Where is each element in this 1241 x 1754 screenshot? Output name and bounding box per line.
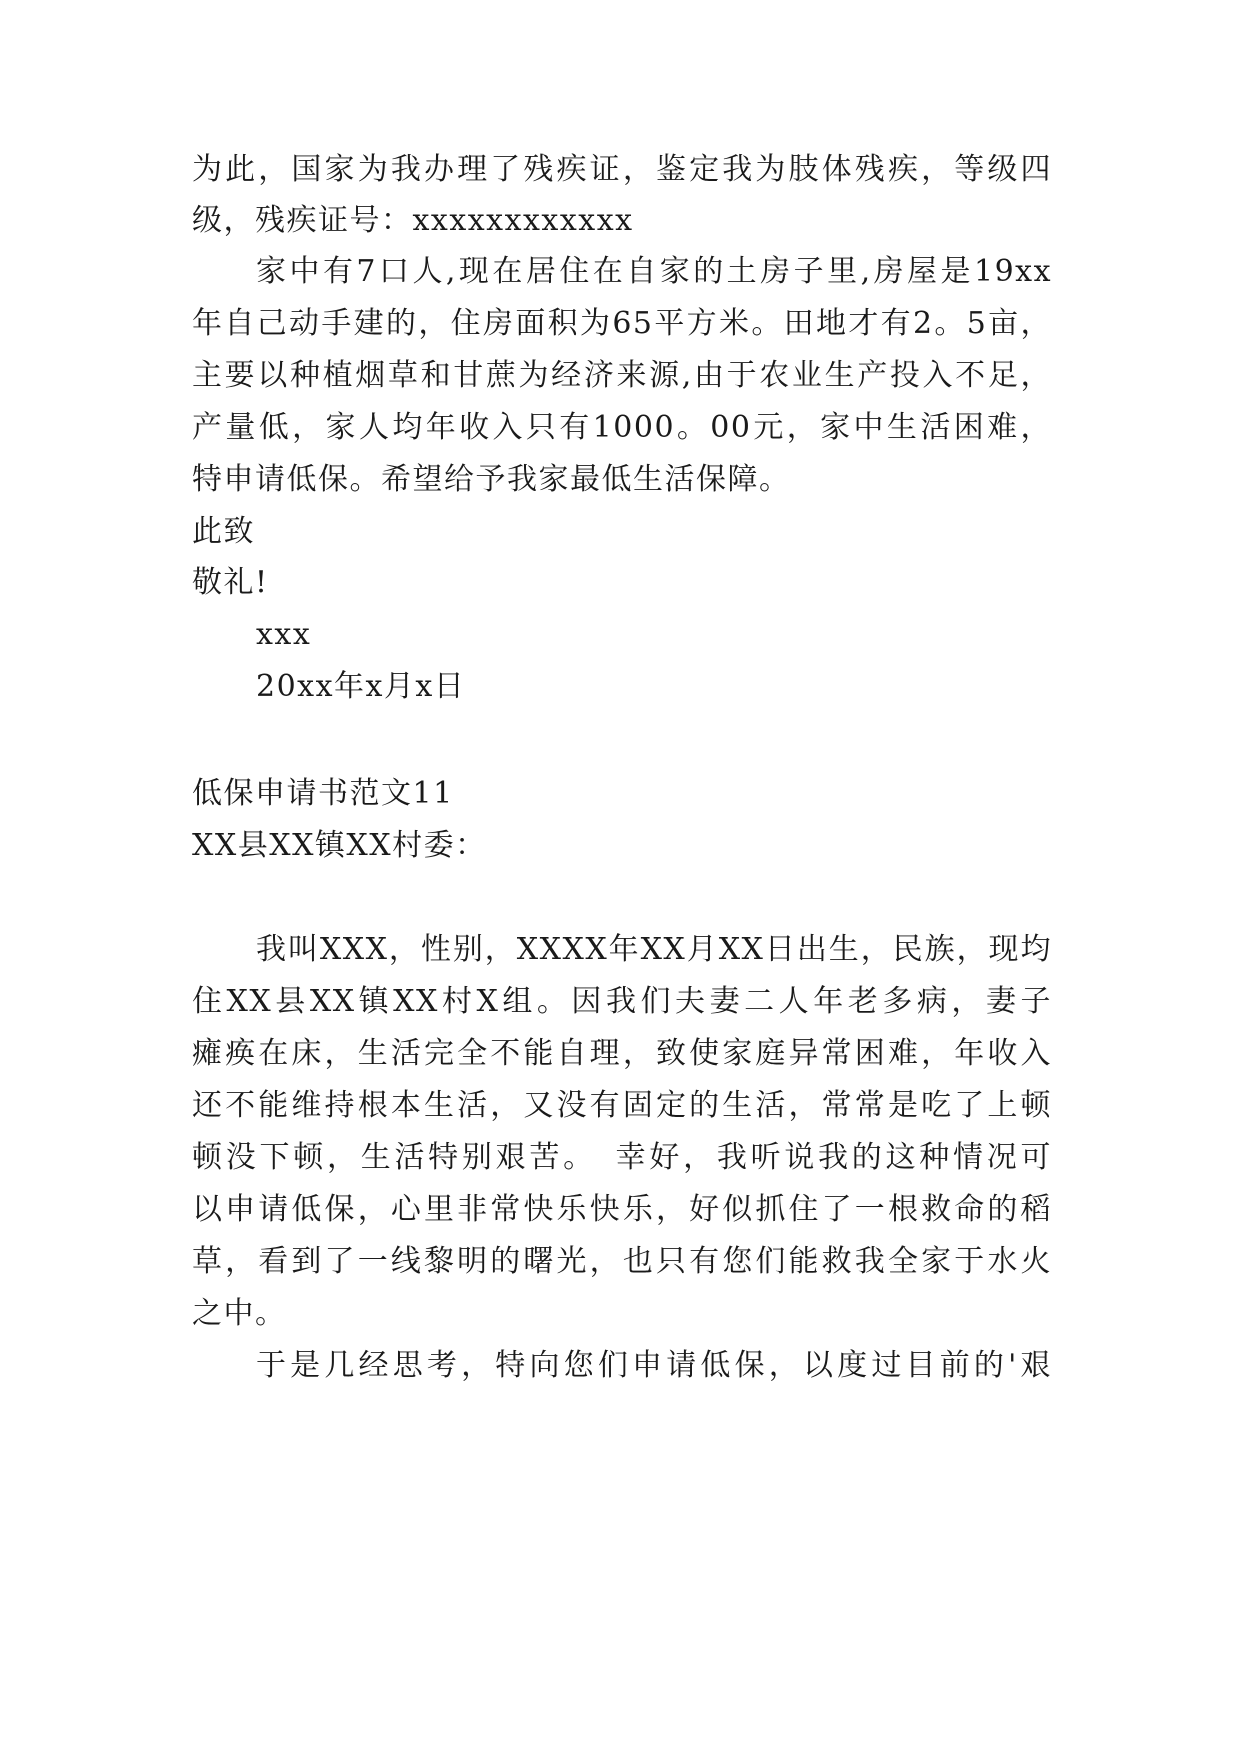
- paragraph-line: 家中有7口人,现在居住在自家的土房子里,房屋是19xx: [256, 254, 1052, 289]
- paragraph-line: 级，残疾证号：xxxxxxxxxxxx: [192, 203, 634, 238]
- paragraph-line: 产量低，家人均年收入只有1000。00元，家中生活困难，: [192, 410, 1052, 445]
- paragraph-line: 以申请低保，心里非常快乐快乐，好似抓住了一根救命的稻: [192, 1192, 1052, 1227]
- paragraph-line: 草，看到了一线黎明的曙光，也只有您们能救我全家于水火: [192, 1244, 1052, 1279]
- signature-name: xxx: [256, 617, 312, 652]
- addressee: XX县XX镇XX村委：: [192, 828, 487, 863]
- signature-date: 20xx年x月x日: [256, 669, 466, 704]
- paragraph-line: 于是几经思考，特向您们申请低保，以度过目前的'艰: [256, 1348, 1052, 1383]
- paragraph-line: 之中。: [192, 1296, 287, 1331]
- paragraph-line: 主要以种植烟草和甘蔗为经济来源,由于农业生产投入不足，: [192, 358, 1052, 393]
- paragraph-line: 住XX县XX镇XX村X组。因我们夫妻二人年老多病，妻子: [192, 984, 1052, 1019]
- paragraph-line: 顿没下顿，生活特别艰苦。 幸好，我听说我的这种情况可: [192, 1140, 1052, 1175]
- paragraph-line: 我叫XXX，性别，XXXX年XX月XX日出生，民族，现均: [256, 932, 1052, 967]
- section-title: 低保申请书范文11: [192, 776, 454, 811]
- paragraph-line: 特申请低保。希望给予我家最低生活保障。: [192, 462, 791, 497]
- paragraph-line: 年自己动手建的，住房面积为65平方米。田地才有2。5亩，: [192, 306, 1052, 341]
- paragraph-line: 还不能维持根本生活，又没有固定的生活，常常是吃了上顿: [192, 1088, 1052, 1123]
- closing-salutation: 此致: [192, 514, 255, 549]
- paragraph-line: 为此，国家为我办理了残疾证，鉴定我为肢体残疾，等级四: [192, 152, 1052, 187]
- closing-regards: 敬礼!: [192, 565, 269, 600]
- paragraph-line: 瘫痪在床，生活完全不能自理，致使家庭异常困难，年收入: [192, 1036, 1052, 1071]
